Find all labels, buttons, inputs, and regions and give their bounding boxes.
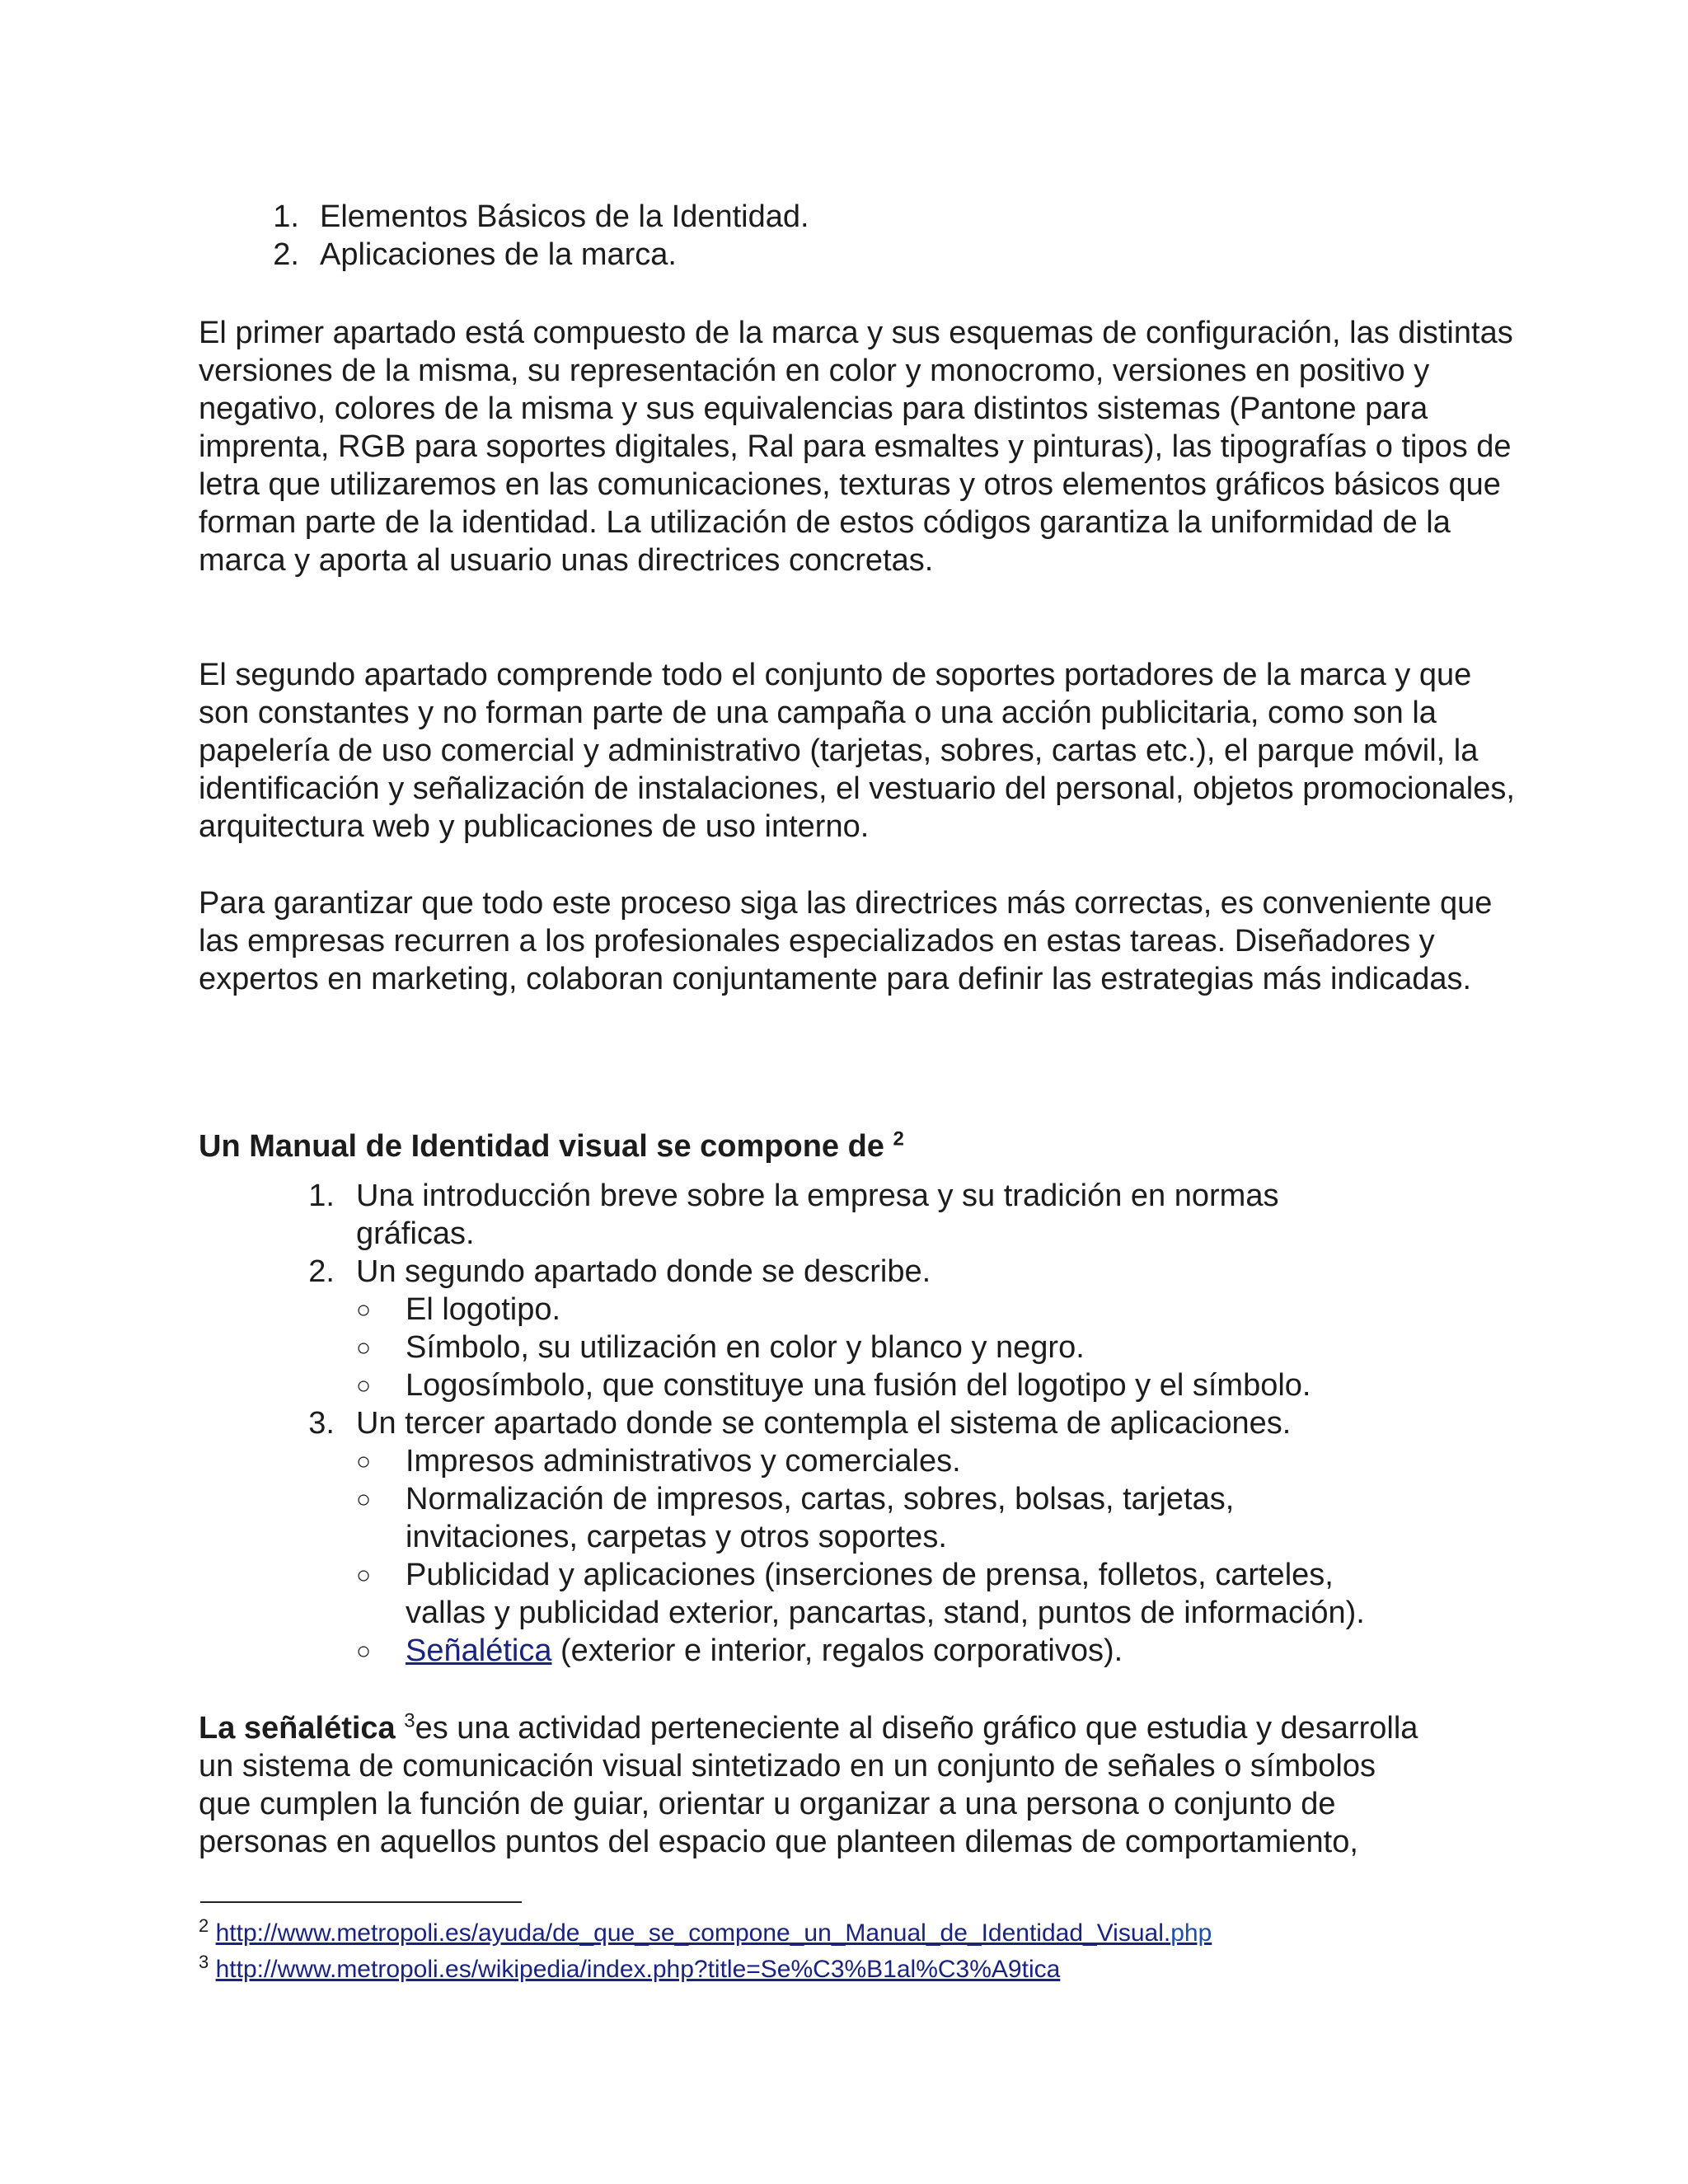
bullet-icon: ○	[356, 1334, 372, 1361]
paragraph-1: El primer apartado está compuesto de la marca y sus esquemas de configuración, las distintas versiones de la misma, su representación en color y monocromo, versiones en positivo y negativo, colores de la misma y sus equivalencias para distintos sistemas (Pantone para imprenta, RGB para soportes digitales, Ral para esmaltes y pinturas), las tipografías o tipos de letra que utilizaremos en las comunicaciones, texturas y otros elementos gráficos básicos que forman parte de la identidad. La utilización de estos códigos garantiza la uniformidad de la marca y aporta al usuario unas directrices concretas.	[199, 316, 1513, 578]
senaletica-line-2: un sistema de comunicación visual sintetizado en un conjunto de señales o símbolos	[199, 1749, 1376, 1783]
list-item-continued: gráficas.	[356, 1216, 475, 1251]
list-item: Un tercer apartado donde se contempla el sistema de aplicaciones.	[356, 1406, 1292, 1441]
list-item: Un segundo apartado donde se describe.	[356, 1254, 931, 1289]
footnote-2-link[interactable]: http://www.metropoli.es/ayuda/de_que_se_compone_un_Manual_de_Identidad_Visual.php	[215, 1919, 1212, 1947]
bullet-icon: ○	[356, 1486, 372, 1513]
list-item: Elementos Básicos de la Identidad.	[320, 199, 809, 234]
sub-list-item: Logosímbolo, que constituye una fusión del logotipo y el símbolo.	[406, 1368, 1311, 1403]
footnote-separator	[200, 1901, 522, 1903]
paragraph-2: El segundo apartado comprende todo el conjunto de soportes portadores de la marca y que son constantes y no forman parte de una campaña o una acción publicitaria, como son la papelería de uso comercial y administrativo (tarjetas, sobres, cartas etc.), el parque móvil, la identificación y señalización de instalaciones, el vestuario del personal, objetos promocionales, arquitectura web y publicaciones de uso interno.	[199, 658, 1515, 844]
senaletica-line-3: que cumplen la función de guiar, orientar u organizar a una persona o conjunto de	[199, 1787, 1336, 1821]
list-number: 1.	[273, 199, 299, 234]
sub-list-item	[406, 1632, 1123, 1670]
bullet-icon: ○	[356, 1448, 372, 1475]
list-number: 2.	[308, 1254, 335, 1289]
sub-list-item: Publicidad y aplicaciones (inserciones de prensa, folletos, carteles,	[406, 1558, 1334, 1592]
list-item: Una introducción breve sobre la empresa y su tradición en normas	[356, 1179, 1279, 1213]
senaletica-term: La señalética	[199, 1711, 396, 1746]
footnote-3-link[interactable]: http://www.metropoli.es/wikipedia/index.php?title=Se%C3%B1al%C3%A9tica	[215, 1956, 1061, 1983]
section-heading	[199, 1127, 904, 1165]
sub-list-item: Normalización de impresos, cartas, sobres, bolsas, tarjetas,	[406, 1482, 1235, 1516]
sub-list-item: Símbolo, su utilización en color y blanco y negro.	[406, 1330, 1085, 1365]
paragraph-3: Para garantizar que todo este proceso siga las directrices más correctas, es conveniente que las empresas recurren a los profesionales especializados en estas tareas. Diseñadores y expertos en marketing, colaboran conjuntamente para definir las estrategias más indicadas.	[199, 886, 1493, 996]
list-number: 3.	[308, 1406, 335, 1441]
list-number: 1.	[308, 1179, 335, 1213]
senaletica-line-1	[199, 1709, 1418, 1747]
footnote-3	[199, 1953, 1060, 1986]
bullet-icon: ○	[356, 1562, 372, 1589]
footnote-ref[interactable]: 3	[404, 1709, 415, 1732]
sub-list-item-text: (exterior e interior, regalos corporativos).	[551, 1633, 1123, 1668]
sub-list-item-continued: vallas y publicidad exterior, pancartas, stand, puntos de información).	[406, 1596, 1365, 1630]
bullet-icon: ○	[356, 1296, 372, 1324]
senaletica-line-4: personas en aquellos puntos del espacio que planteen dilemas de comportamiento,	[199, 1825, 1358, 1859]
footnote-number: 2	[199, 1915, 209, 1936]
senaletica-text: es una actividad perteneciente al diseño gráfico que estudia y desarrolla	[415, 1711, 1418, 1746]
bullet-icon: ○	[356, 1638, 372, 1665]
list-item: Aplicaciones de la marca.	[320, 237, 677, 272]
senaletica-link[interactable]: Señalética	[406, 1633, 552, 1668]
heading-text: Un Manual de Identidad visual se compone de	[199, 1129, 893, 1164]
footnote-ref[interactable]: 2	[893, 1127, 904, 1151]
list-number: 2.	[273, 237, 299, 272]
sub-list-item: El logotipo.	[406, 1292, 561, 1327]
sub-list-item: Impresos administrativos y comerciales.	[406, 1444, 961, 1479]
sub-list-item-continued: invitaciones, carpetas y otros soportes.	[406, 1520, 947, 1554]
bullet-icon: ○	[356, 1372, 372, 1399]
footnote-2	[199, 1917, 1212, 1950]
footnote-number: 3	[199, 1952, 209, 1972]
